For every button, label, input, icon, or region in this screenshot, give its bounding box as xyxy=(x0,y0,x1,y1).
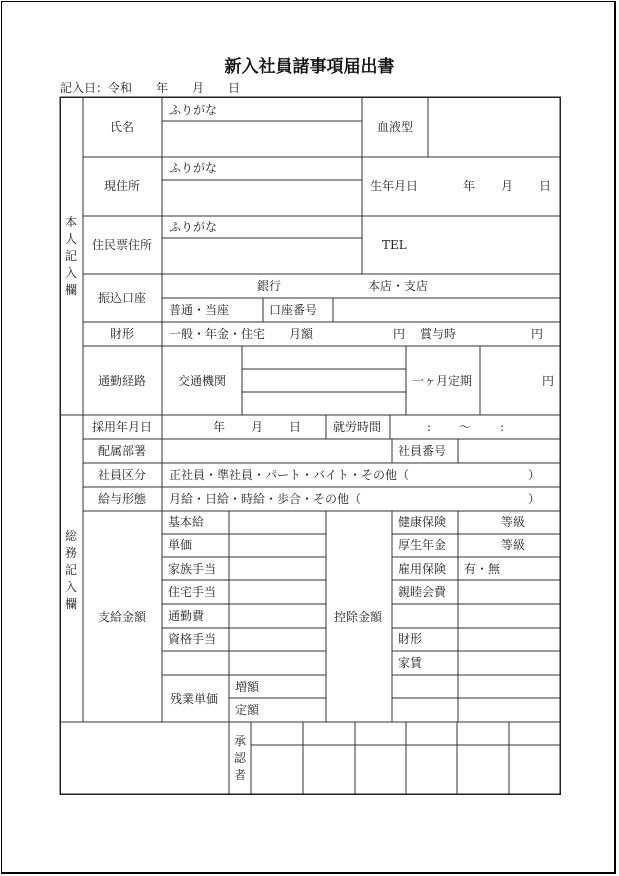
approver-label: 承認者 xyxy=(233,734,246,782)
work-hours-label: 就労時間 xyxy=(333,420,382,434)
pay-item: 単価 xyxy=(168,538,193,552)
department-label: 配属部署 xyxy=(98,444,147,458)
transport-label: 交通機関 xyxy=(178,374,227,388)
birthdate-year: 年 xyxy=(463,179,476,193)
overtime-item: 増額 xyxy=(235,680,260,694)
name-label: 氏名 xyxy=(110,120,135,134)
entry-date: 記入日：令和 年 月 日 xyxy=(60,81,241,95)
overtime-unit-label: 残業単価 xyxy=(170,692,219,706)
hire-day: 日 xyxy=(289,420,302,434)
blood-type-label: 血液型 xyxy=(377,120,414,134)
birthdate-label: 生年月日 xyxy=(370,179,419,193)
property-detail: 一般・年金・住宅 月額 xyxy=(169,327,314,341)
pay-item: 通勤費 xyxy=(168,609,205,623)
pay-item: 家族手当 xyxy=(168,562,217,576)
pay-item: 基本給 xyxy=(168,515,205,529)
resident-furigana: ふりがな xyxy=(169,220,218,234)
hire-year: 年 xyxy=(213,420,226,434)
form-title: 新入社員諸事項届出書 xyxy=(224,57,395,77)
work-hours-colon-start: : xyxy=(427,420,432,434)
health-insurance-grade: 等級 xyxy=(501,515,526,529)
pay-amount-label: 支給金額 xyxy=(98,610,147,624)
pay-item: 住宅手当 xyxy=(168,585,217,599)
account-number-label: 口座番号 xyxy=(269,303,318,317)
overtime-item: 定額 xyxy=(235,703,260,717)
employee-type-close: ） xyxy=(528,468,541,482)
personal-section-label: 本人記入欄 xyxy=(64,215,77,297)
address-furigana: ふりがな xyxy=(169,161,218,175)
bonus-label: 賞与時 xyxy=(420,327,457,341)
address-label: 現住所 xyxy=(104,179,141,193)
hire-date-label: 採用年月日 xyxy=(92,420,153,434)
deduction-item: 財形 xyxy=(398,632,423,646)
deduction-item: 雇用保険 xyxy=(398,562,447,576)
commute-label: 通勤経路 xyxy=(98,374,147,388)
tel-label: TEL xyxy=(382,238,407,252)
deduction-item: 親睦会費 xyxy=(398,585,447,599)
salary-type-options: 月給・日給・時給・歩合・その他（ xyxy=(169,492,362,506)
deduction-item: 厚生年金 xyxy=(398,538,447,552)
birthdate-day: 日 xyxy=(539,179,552,193)
pass-label: 一ヶ月定期 xyxy=(412,374,473,388)
pension-grade: 等級 xyxy=(501,538,526,552)
account-type: 普通・当座 xyxy=(169,303,230,317)
work-hours-colon-end: : xyxy=(500,420,505,434)
deduction-label: 控除金額 xyxy=(334,610,383,624)
salary-type-close: ） xyxy=(528,492,541,506)
employment-insurance-option: 有・無 xyxy=(464,562,501,576)
employee-type-options: 正社員・準社員・パート・バイト・その他（ xyxy=(169,468,410,482)
property-label: 財形 xyxy=(110,327,135,341)
bonus-yen: 円 xyxy=(531,327,544,341)
property-yen: 円 xyxy=(393,327,406,341)
deduction-item: 健康保険 xyxy=(398,515,447,529)
bank-label: 銀行 xyxy=(257,279,282,293)
branch-label: 本店・支店 xyxy=(368,279,429,293)
salary-type-label: 給与形態 xyxy=(98,492,147,506)
bank-transfer-label: 振込口座 xyxy=(98,291,147,305)
general-section-label: 総務記入欄 xyxy=(64,529,77,611)
employee-type-label: 社員区分 xyxy=(98,468,147,482)
name-furigana: ふりがな xyxy=(169,103,218,117)
birthdate-month: 月 xyxy=(501,179,514,193)
resident-address-label: 住民票住所 xyxy=(92,238,153,252)
hire-month: 月 xyxy=(251,420,264,434)
deduction-item: 家賃 xyxy=(398,656,423,670)
pay-item: 資格手当 xyxy=(168,632,217,646)
pass-yen: 円 xyxy=(542,374,555,388)
employee-no-label: 社員番号 xyxy=(398,444,447,458)
work-hours-tilde: 〜 xyxy=(459,420,472,434)
